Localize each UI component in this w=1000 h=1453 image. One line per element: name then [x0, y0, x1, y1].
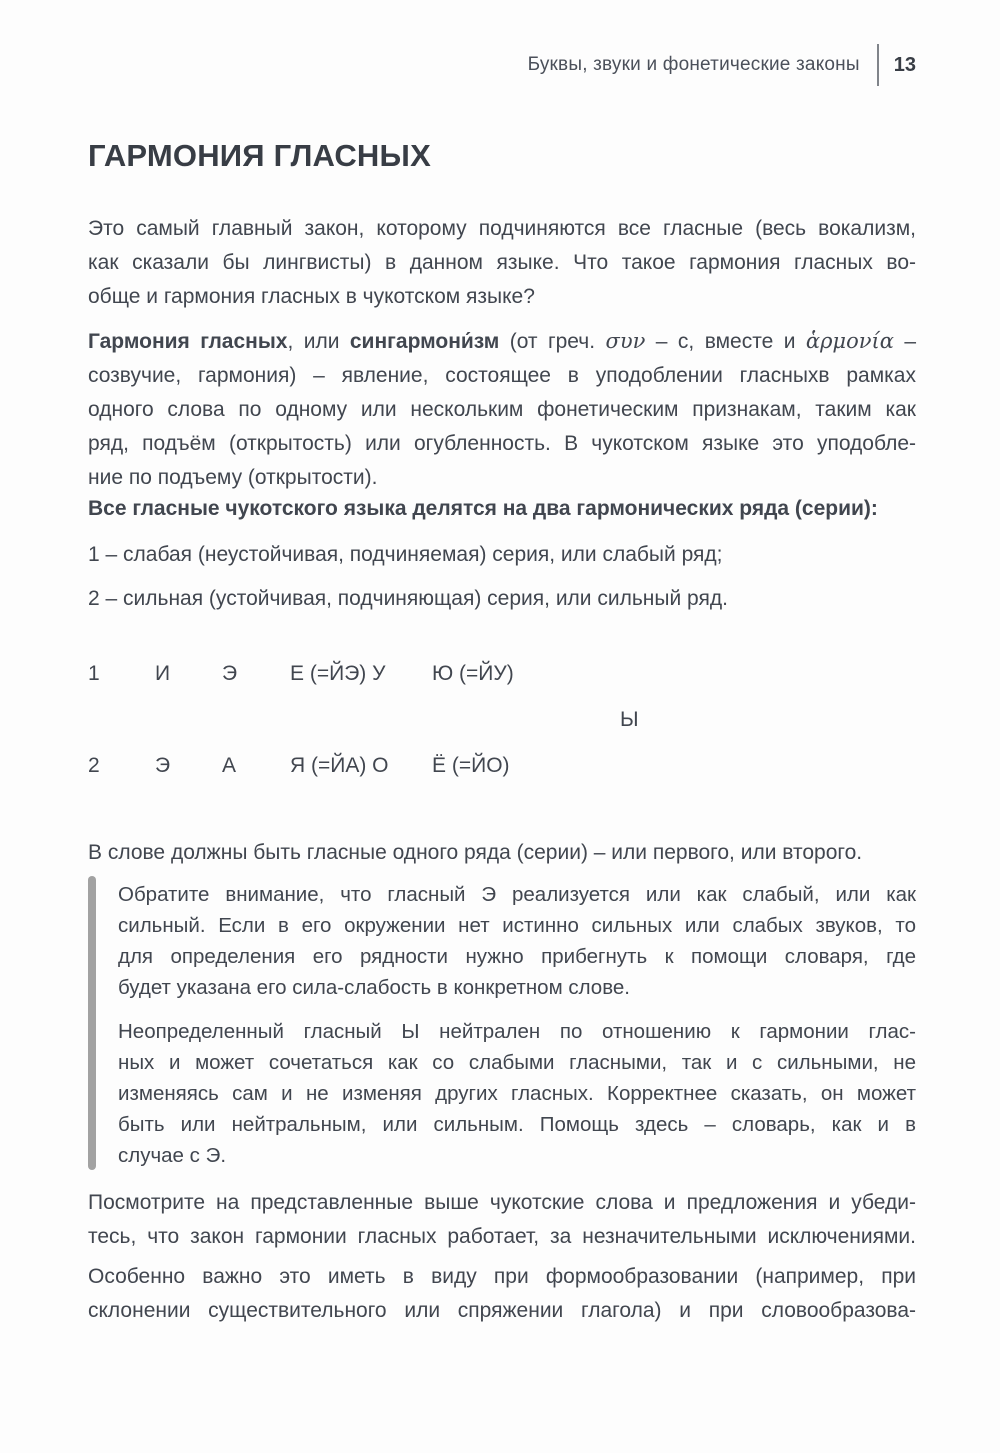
rule-paragraph: [88, 836, 916, 870]
vowel-row-strong: [88, 754, 916, 784]
text-line: Обратите внимание, что гласный Э реализуется или как слабый, или как: [118, 883, 916, 906]
vowel-cell: Ё (=ЙО): [432, 754, 510, 777]
text-segment: –: [893, 330, 917, 353]
text-line: быть или нейтральным, или сильным. Помощь здесь – словарь, как и в: [118, 1113, 916, 1136]
outro-paragraph-1: [88, 1186, 916, 1254]
running-head-divider: [877, 44, 879, 86]
intro-paragraph: [88, 212, 916, 314]
note-accent-bar: [88, 876, 96, 1170]
vowel-cell: И: [155, 662, 171, 685]
vowel-neutral: Ы: [620, 708, 639, 731]
note-paragraph-e: [118, 879, 916, 1003]
definition-paragraph: [88, 324, 916, 495]
vowel-cell: Я (=ЙА) О: [290, 754, 389, 777]
vowel-row-number: 1: [88, 662, 100, 685]
greek-word-syn: συν: [605, 329, 646, 353]
page-number: 13: [893, 53, 916, 76]
outro-paragraph-2: [88, 1260, 916, 1328]
text-line: ние по подъему (открытости).: [88, 466, 378, 489]
text-line: изменяясь сам и не изменяя других гласных. Корректнее сказать, он может: [118, 1082, 916, 1105]
text-line: Посмотрите на представленные выше чукотские слова и предложения и убеди-: [88, 1191, 916, 1214]
note-text: [118, 874, 916, 1171]
text-line: случае с Э.: [118, 1144, 227, 1167]
text-line: тесь, что закон гармонии гласных работает, за незначительными исключениями.: [88, 1225, 916, 1248]
series-item-strong: [88, 582, 916, 616]
note-paragraph-y: [118, 1016, 916, 1171]
text-line: сильный. Если в его окружении нет истинно сильных или слабых звуков, то: [118, 914, 916, 937]
text-line: Особенно важно это иметь в виду при формообразовании (например, при: [88, 1265, 916, 1288]
note-block: [88, 874, 916, 1171]
text-line: 1 – слабая (неустойчивая, подчиняемая) серия, или слабый ряд;: [88, 543, 723, 566]
vowel-cell: А: [222, 754, 237, 777]
term-vowel-harmony: Гармония гласных: [88, 330, 288, 353]
text-line: одного слова по одному или нескольким фонетическим признакам, таким как: [88, 398, 916, 421]
greek-word-harmonia: ἁρμονία: [805, 329, 894, 353]
text-line: обще и гармония гласных в чукотском языке?: [88, 285, 535, 308]
running-head: [0, 44, 916, 86]
vowel-cell: Е (=ЙЭ) У: [290, 662, 386, 685]
text-line: как сказали бы лингвисты) в данном языке. Что такое гармония гласных во-: [88, 251, 916, 274]
text-segment: , или: [287, 330, 350, 353]
text-line: Это самый главный закон, которому подчиняются все гласные (весь вокализм,: [88, 217, 916, 240]
series-item-weak: [88, 538, 916, 572]
vowel-cell: Ю (=ЙУ): [432, 662, 514, 685]
text-line: 2 – сильная (устойчивая, подчиняющая) серия, или сильный ряд.: [88, 587, 728, 610]
text-line: созвучие, гармония) – явление, состоящее в уподоблении гласныхв рамках: [88, 364, 916, 387]
text-line: склонении существительного или спряжении глагола) и при словообразова-: [88, 1299, 916, 1322]
text-line-bold: Все гласные чукотского языка делятся на два гармонических ряда (серии):: [88, 497, 878, 520]
series-heading: [88, 492, 916, 526]
vowel-cell: Э: [222, 662, 238, 685]
text-line: ряд, подъём (открытость) или огубленность. В чукотском языке это уподобле-: [88, 432, 916, 455]
text-segment: (от греч.: [499, 330, 606, 353]
text-line: будет указана его сила-слабость в конкретном слове.: [118, 976, 630, 999]
vowel-row-weak: [88, 662, 916, 692]
term-synharmonism: сингармони́зм: [349, 330, 500, 353]
text-line: В слове должны быть гласные одного ряда (серии) – или первого, или второго.: [88, 841, 863, 864]
text-line: Неопределенный гласный Ы нейтрален по отношению к гармонии глас-: [118, 1020, 916, 1043]
chapter-title: ГАРМОНИЯ ГЛАСНЫХ: [88, 138, 431, 173]
vowel-row-number: 2: [88, 754, 100, 777]
vowel-cell: Э: [155, 754, 171, 777]
running-head-title: Буквы, звуки и фонетические законы: [527, 54, 860, 75]
vowel-series-diagram: [88, 662, 916, 788]
text-line: для определения его рядности нужно прибегнуть к помощи словаря, где: [118, 945, 916, 968]
text-line: ных и может сочетаться как со слабыми гласными, так и с сильными, не: [118, 1051, 916, 1074]
definition-first-line: [88, 324, 916, 359]
text-segment: – с, вместе и: [645, 330, 806, 353]
